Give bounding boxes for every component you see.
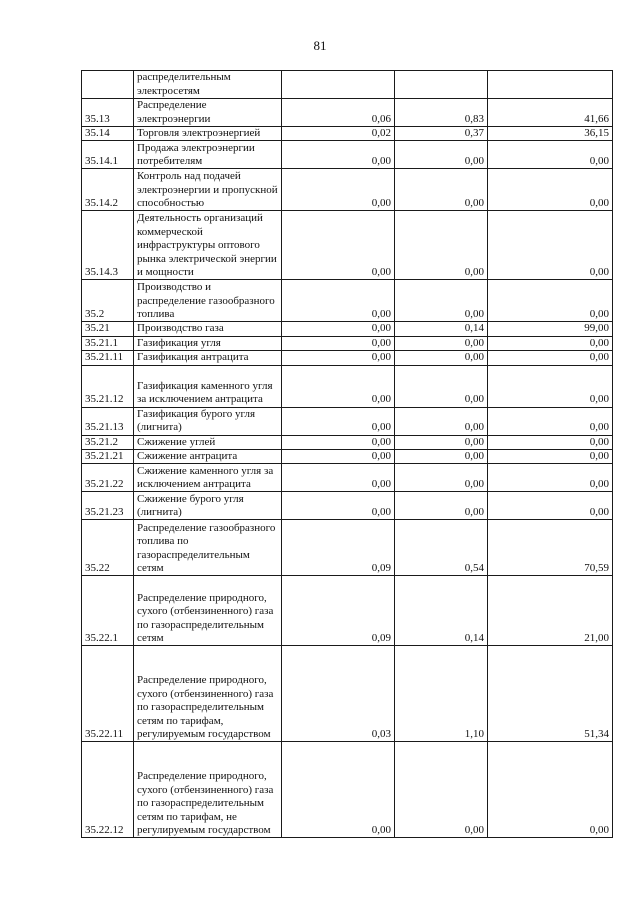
value-col-2: 0,00: [395, 336, 488, 350]
row-name: Распределение газообразного топлива по газораспределительным сетям: [134, 520, 282, 576]
table-row: [82, 576, 613, 646]
row-code: 35.14.2: [82, 169, 134, 211]
row-code: 35.21: [82, 322, 134, 336]
value-col-2: 0,00: [395, 742, 488, 838]
row-code: 35.21.1: [82, 336, 134, 350]
row-name: Распределение природного, сухого (отбензиненного) газа по газораспределительным сетям по тарифам, регулируемым государством: [134, 646, 282, 742]
data-table: [81, 70, 613, 838]
table-row: [82, 520, 613, 576]
table-row: [82, 407, 613, 435]
value-col-1: [282, 71, 395, 99]
row-code: 35.14.3: [82, 211, 134, 280]
value-col-2: 0,00: [395, 492, 488, 520]
row-code: 35.21.11: [82, 351, 134, 365]
value-col-2: 0,00: [395, 351, 488, 365]
value-col-3: 0,00: [488, 464, 613, 492]
row-name: Сжижение каменного угля за исключением антрацита: [134, 464, 282, 492]
value-col-1: 0,00: [282, 742, 395, 838]
table-row: [82, 742, 613, 838]
value-col-3: 0,00: [488, 365, 613, 407]
value-col-1: 0,03: [282, 646, 395, 742]
value-col-3: 0,00: [488, 141, 613, 169]
row-code: 35.21.23: [82, 492, 134, 520]
row-code: 35.21.22: [82, 464, 134, 492]
table-row: [82, 351, 613, 365]
page-number: 81: [313, 38, 327, 53]
value-col-3: 0,00: [488, 492, 613, 520]
value-col-2: [395, 71, 488, 99]
value-col-3: 0,00: [488, 450, 613, 464]
value-col-2: 0,00: [395, 435, 488, 449]
value-col-3: 21,00: [488, 576, 613, 646]
value-col-1: 0,00: [282, 336, 395, 350]
value-col-3: 41,66: [488, 99, 613, 127]
value-col-1: 0,00: [282, 450, 395, 464]
row-name: Распределение природного, сухого (отбензиненного) газа по газораспределительным сетям: [134, 576, 282, 646]
value-col-3: 70,59: [488, 520, 613, 576]
row-code: 35.21.21: [82, 450, 134, 464]
row-name: Газификация бурого угля (лигнита): [134, 407, 282, 435]
table-row: [82, 464, 613, 492]
value-col-3: 0,00: [488, 169, 613, 211]
value-col-3: [488, 71, 613, 99]
row-name: Производство и распределение газообразного топлива: [134, 280, 282, 322]
row-code: 35.21.13: [82, 407, 134, 435]
value-col-3: 0,00: [488, 211, 613, 280]
value-col-1: 0,06: [282, 99, 395, 127]
table-row: [82, 71, 613, 99]
row-name: Производство газа: [134, 322, 282, 336]
value-col-1: 0,00: [282, 141, 395, 169]
row-name: Сжижение бурого угля (лигнита): [134, 492, 282, 520]
row-code: 35.14.1: [82, 141, 134, 169]
value-col-2: 0,00: [395, 365, 488, 407]
value-col-2: 0,00: [395, 211, 488, 280]
table-row: [82, 280, 613, 322]
table-row: [82, 450, 613, 464]
row-code: 35.14: [82, 127, 134, 141]
value-col-1: 0,00: [282, 322, 395, 336]
value-col-2: 0,54: [395, 520, 488, 576]
row-name: Торговля электроэнергией: [134, 127, 282, 141]
value-col-1: 0,09: [282, 520, 395, 576]
row-name: Деятельность организаций коммерческой инфраструктуры оптового рынка электрической энергии и мощности: [134, 211, 282, 280]
value-col-1: 0,02: [282, 127, 395, 141]
table-row: [82, 211, 613, 280]
table-row: [82, 492, 613, 520]
row-code: 35.13: [82, 99, 134, 127]
value-col-3: 0,00: [488, 280, 613, 322]
value-col-2: 0,14: [395, 322, 488, 336]
row-code: 35.22: [82, 520, 134, 576]
row-code: 35.21.12: [82, 365, 134, 407]
table-row: [82, 365, 613, 407]
value-col-2: 0,00: [395, 450, 488, 464]
table-row: [82, 435, 613, 449]
value-col-3: 0,00: [488, 336, 613, 350]
value-col-3: 0,00: [488, 351, 613, 365]
row-name: Газификация угля: [134, 336, 282, 350]
table-row: [82, 336, 613, 350]
value-col-3: 99,00: [488, 322, 613, 336]
row-code: 35.2: [82, 280, 134, 322]
row-code: 35.22.12: [82, 742, 134, 838]
value-col-1: 0,00: [282, 365, 395, 407]
value-col-2: 0,00: [395, 280, 488, 322]
value-col-1: 0,00: [282, 464, 395, 492]
row-name: Распределение природного, сухого (отбензиненного) газа по газораспределительным сетям по тарифам, не регулируемым государством: [134, 742, 282, 838]
value-col-2: 0,00: [395, 141, 488, 169]
value-col-3: 36,15: [488, 127, 613, 141]
value-col-1: 0,00: [282, 280, 395, 322]
value-col-3: 0,00: [488, 435, 613, 449]
row-code: 35.22.1: [82, 576, 134, 646]
row-code: 35.22.11: [82, 646, 134, 742]
value-col-1: 0,00: [282, 351, 395, 365]
value-col-1: 0,00: [282, 492, 395, 520]
value-col-3: 51,34: [488, 646, 613, 742]
value-col-2: 0,00: [395, 464, 488, 492]
value-col-2: 0,00: [395, 169, 488, 211]
row-code: 35.21.2: [82, 435, 134, 449]
value-col-2: 1,10: [395, 646, 488, 742]
row-name: Контроль над подачей электроэнергии и пропускной способностью: [134, 169, 282, 211]
value-col-2: 0,14: [395, 576, 488, 646]
value-col-3: 0,00: [488, 407, 613, 435]
row-name: Продажа электроэнергии потребителям: [134, 141, 282, 169]
row-name: Распределение электроэнергии: [134, 99, 282, 127]
value-col-3: 0,00: [488, 742, 613, 838]
table-row: [82, 322, 613, 336]
table-row: [82, 141, 613, 169]
value-col-2: 0,00: [395, 407, 488, 435]
row-name: Сжижение антрацита: [134, 450, 282, 464]
table-row: [82, 646, 613, 742]
table-row: [82, 99, 613, 127]
row-code: [82, 71, 134, 99]
row-name: Сжижение углей: [134, 435, 282, 449]
value-col-1: 0,00: [282, 435, 395, 449]
row-name: распределительным электросетям: [134, 71, 282, 99]
value-col-1: 0,00: [282, 407, 395, 435]
value-col-1: 0,09: [282, 576, 395, 646]
value-col-2: 0,37: [395, 127, 488, 141]
table-row: [82, 169, 613, 211]
row-name: Газификация антрацита: [134, 351, 282, 365]
value-col-2: 0,83: [395, 99, 488, 127]
table-body: [82, 71, 613, 838]
table-row: [82, 127, 613, 141]
row-name: Газификация каменного угля за исключением антрацита: [134, 365, 282, 407]
value-col-1: 0,00: [282, 211, 395, 280]
value-col-1: 0,00: [282, 169, 395, 211]
